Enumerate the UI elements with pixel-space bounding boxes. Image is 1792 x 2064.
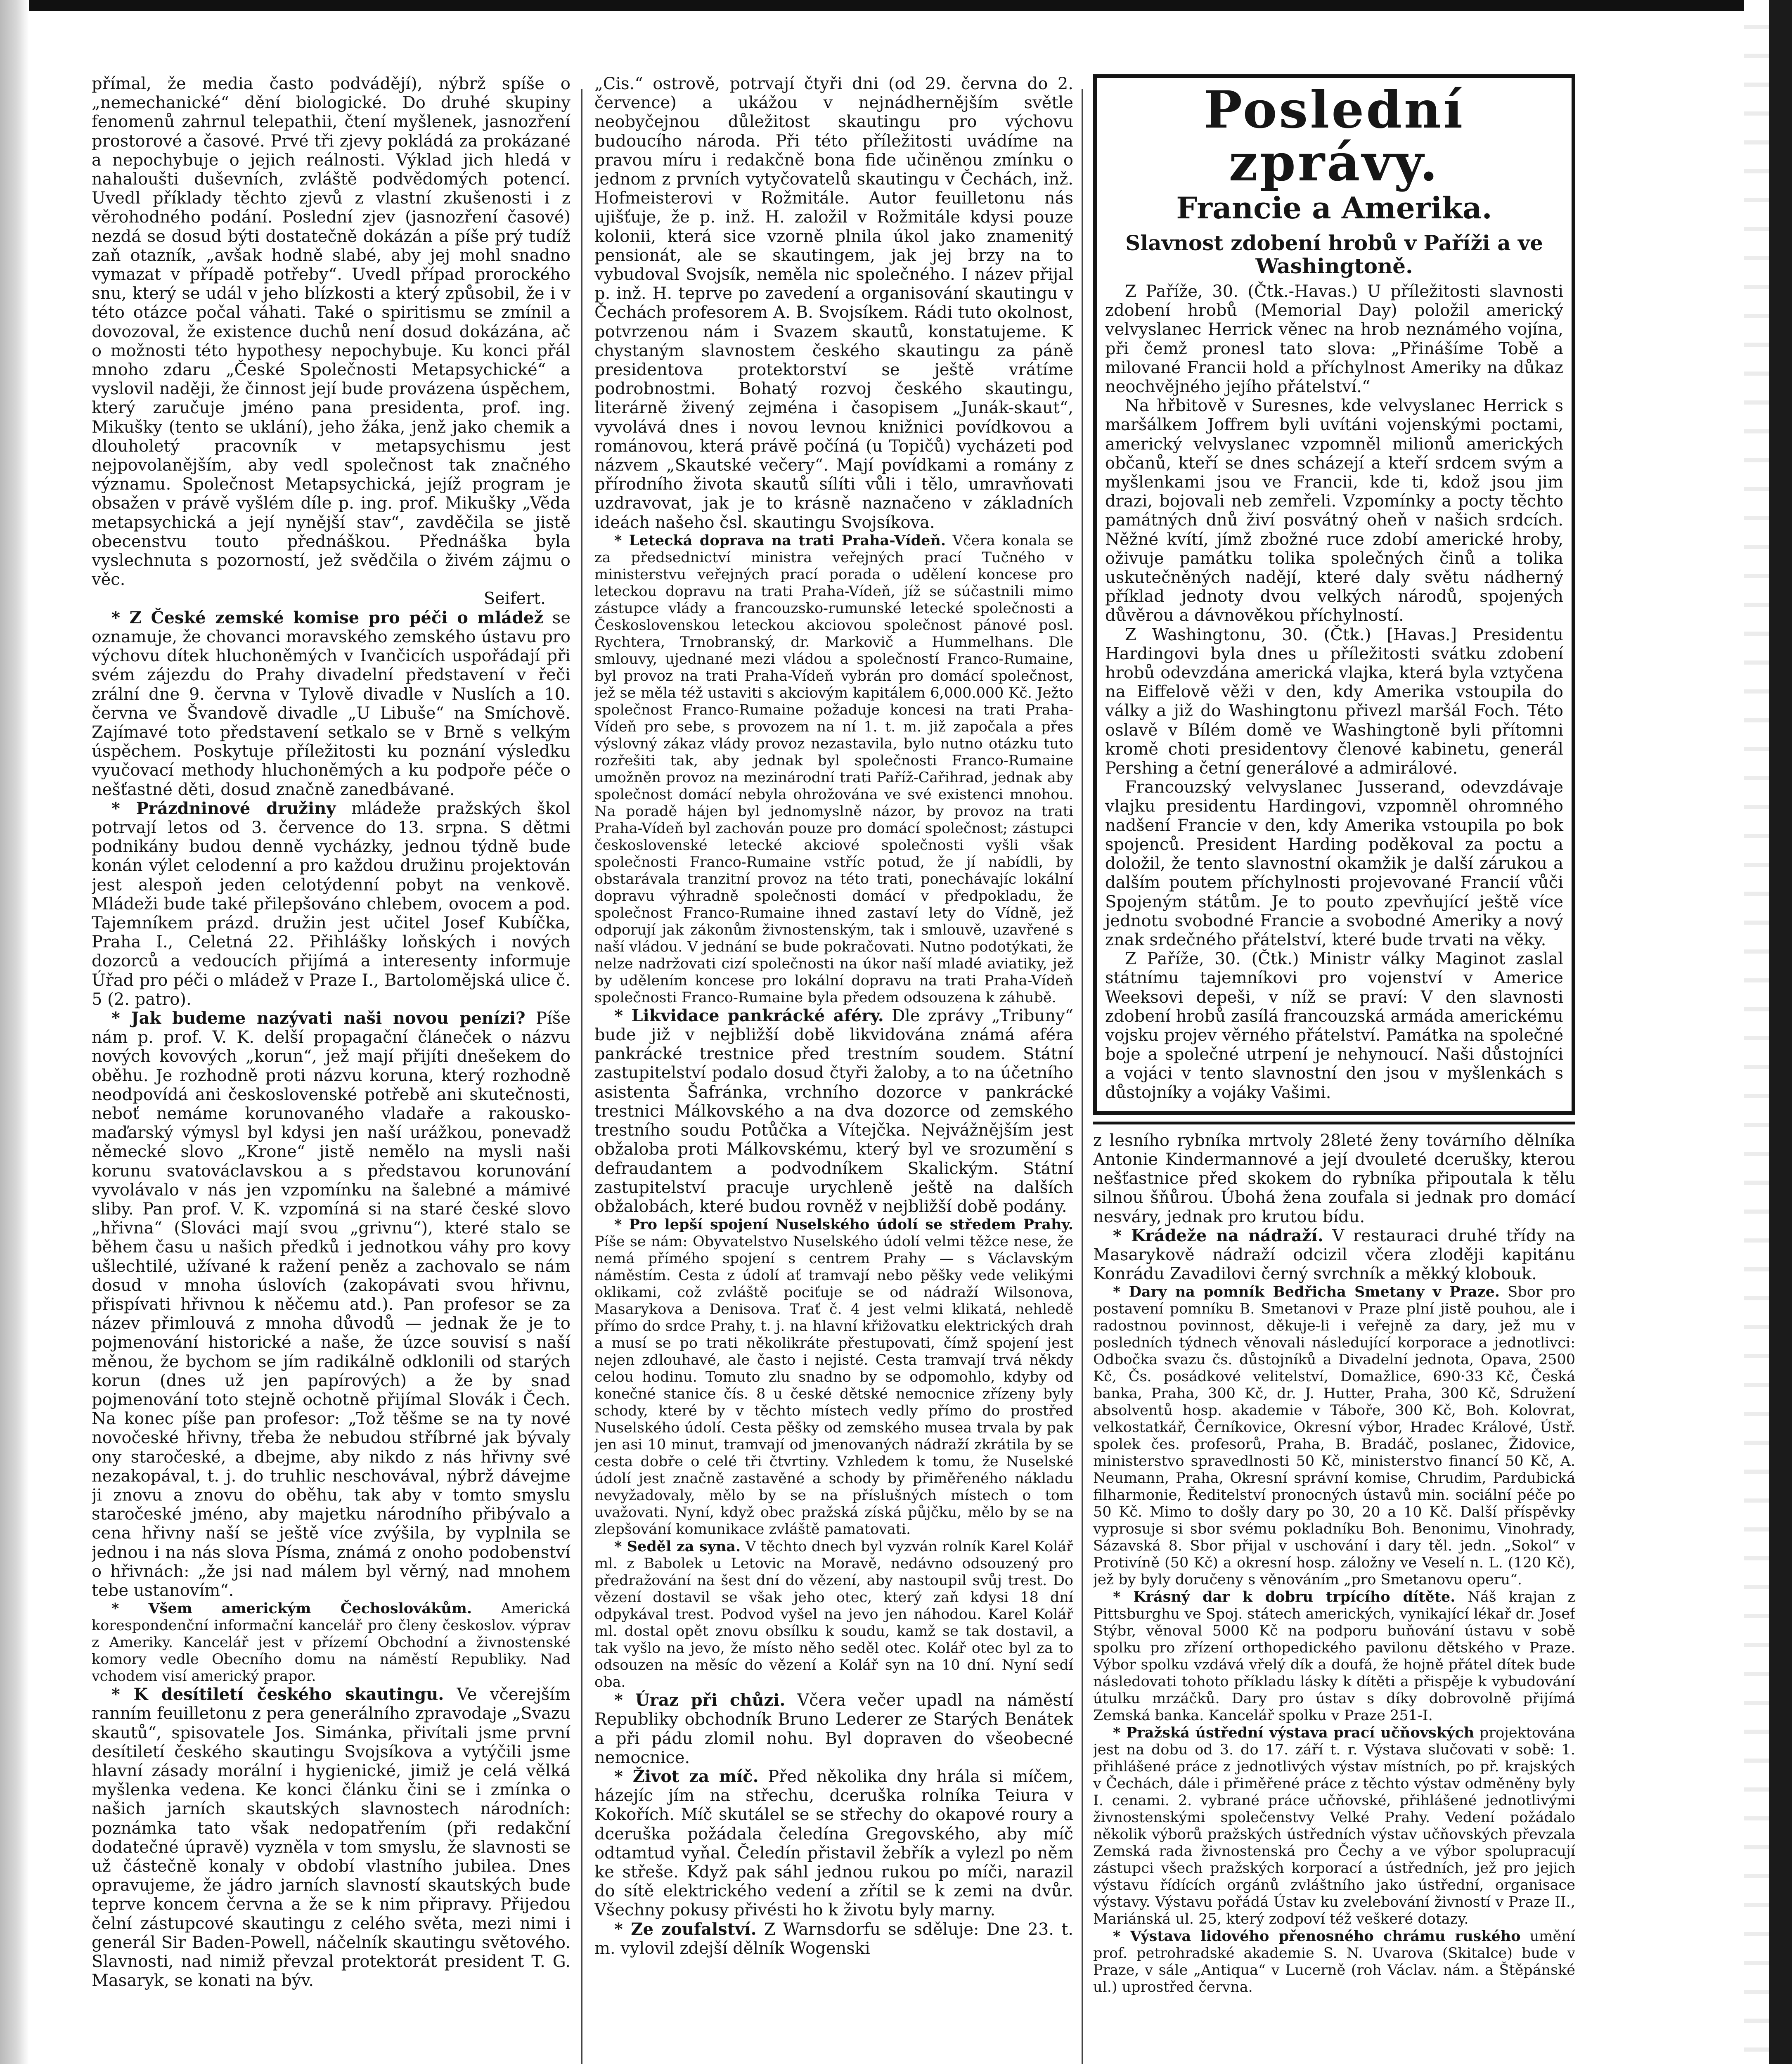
article-item bbox=[594, 1538, 1073, 1691]
scan-left-margin bbox=[0, 0, 29, 2064]
article-text: Na hřbitově v Suresnes, kde velvyslanec Herrick s maršálkem Joffrem byli uvítáni vojenskými poctami, americký velvyslanec vzpomněl milionů amerických občanů, kteří se dnes scházejí a kteří srdcem svým a myšlenkami jsou ve Francii, kde ti, kdož jsou jim drazi, bojovali neb zemřeli. Vzpomínky a pocty těchto památných dnů živí posvátný oheň v našich srdcích. Něžné kvítí, jímž zbožné ruce zdobí americké hroby, oživuje památku tolika společných činů a tolika uskutečněných nadějí, které daly světu nádherný příklad jednoty dvou velkých národů, spojených důvěrou a dávnověkou příchylností. bbox=[1105, 396, 1563, 625]
article-text: projektována jest na dobu od 3. do 17. září t. r. Výstava slučovati v sobě: 1. přihlášené práce z jednotlivých výstav místních, po př. krajských v Čechách, dále i přiměřené práce z těchto výstav odměněny byly I. cenami. 2. vybrané práce učňovské, přihlášené jednotlivými živnostenskými společenstvy Velké Prahy. Vedení požádalo několik výborů pražských ústředních výstav učňovských převzala Zemská rada živnostenská pro Čechy a ve výbor spolupracují zástupci všech pražských korporací a ústředních, jež pro jejich výstavu řídících orgánů zvláštního jako ústřední, organisace výstavy. Výstavu pořádá Ústav ku zvelebování živností v Praze II., Mariánská ul. 25, který zodpoví též veškeré dotazy. bbox=[1093, 1725, 1575, 1928]
latest-news-headline: Slavnost zdobení hrobů v Paříži a ve Washingtoně. bbox=[1125, 231, 1543, 278]
section-divider bbox=[1093, 1122, 1575, 1124]
scan-top-border bbox=[0, 0, 1792, 11]
article-item bbox=[1093, 1588, 1575, 1724]
article-text: umění prof. petrohradské akademie S. N. Uvarova (Skitalce) bude v Praze, v sále „Antiqua“ v Lucerně (roh Václav. nám. a Štěpánské ul.) uprostřed června. bbox=[1093, 1928, 1575, 1996]
article-text: Dle zprávy „Tribuny“ bude již v nejbližší době likvidována známá aféra pankrácké trestnice před trestním soudem. Státní zastupitelství podalo dosud čtyři žaloby, a to na účetního asistenta Šafránka, vrchního dozorce v pankrácké trestnici Málkovského a na dva dozorce od zemského trestního soudu Potůčka a Vítejčka. Nejvážnějším jest obžaloba proti Málkovskému, který byl ve srozumění s defraudantem a podvodníkem Skalickým. Státní zastupitelství pracuje urychleně ještě na dalších obžalobách, které budou rovněž v nejbližší době podány. bbox=[594, 1006, 1073, 1216]
article-text: Z Warnsdorfu se sděluje: Dne 23. t. m. vylovil zdejší dělník Wogenski bbox=[594, 1920, 1073, 1958]
article-item bbox=[594, 532, 1073, 1006]
column-middle bbox=[594, 74, 1073, 2064]
article-heading: * Z České zemské komise pro péči o mládež bbox=[111, 608, 544, 627]
article-item bbox=[594, 1216, 1073, 1538]
article-text: Americká korespondenční informační kancelář pro členy českoslov. výprav z Ameriky. Kancelář jest v přízemí Obchodní a živnostenské komory vedle Obecního domu na náměstí Republiky. Nad vchodem visí americký prapor. bbox=[92, 1600, 571, 1685]
article-text: Z Paříže, 30. (Čtk.-Havas.) U příležitosti slavnosti zdobení hrobů (Memorial Day) položil americký velvyslanec Herrick věnec na hrob neznámého vojína, při čemž pronesl tato slova: „Přinášíme Tobě a milované Francii hold a příchylnost Ameriky na důkaz neochvějného jejího přátelství.“ bbox=[1105, 282, 1563, 397]
article-item bbox=[92, 1685, 571, 1990]
column-rule bbox=[1082, 89, 1083, 2064]
article-heading: * Výstava lidového přenosného chrámu ruského bbox=[1113, 1928, 1521, 1945]
article-text: mládeže pražských škol potrvají letos od 3. července do 13. srpna. S dětmi podnikány budou denně vycházky, jednou týdně bude konán výlet celodenní a pro každou družinu projektován jest alespoň jeden celotýdenní pobyt na venkově. Mládeži bude také přilepšováno chlebem, ovocem a pod. Tajemníkem prázd. družin jest učitel Josef Kubíčka, Praha I., Celetná 22. Přihlášky loňských i nových dozorců a vedoucích přijímá a interesenty informuje Úřad pro péči o mládež v Praze I., Bartolomějská ulice č. 5 (2. patro). bbox=[92, 799, 571, 1009]
article-text: Z Washingtonu, 30. (Čtk.) [Havas.] Presidentu Hardingovi byla dnes u příležitosti svátku zdobení hrobů odevzdána americká vlajka, která byla vztyčena na Eiffelově věži v den, kdy Amerika vstoupila do války a již do Washingtonu přivezl maršál Foch. Této oslavě v Bílém domě ve Washingtoně byli přítomni kromě choti presidentovy členové kabinetu, generál Pershing a četní generálové a admirálové. bbox=[1105, 625, 1563, 778]
article-text: Včera konala se za předsednictví ministra veřejných prací Tučného v ministerstvu veřejných prací porada o udělení koncese pro leteckou dopravu na trati Praha-Vídeň, jíž se súčastnili mimo zástupce vlády a francouzsko-rumunské letecké společnosti a Československou leteckou akciovou společnost pánové posl. Rychtera, Trnobranský, dr. Markovič a Hummelhans. Dle smlouvy, ujednané mezi vládou a společností Franco-Rumaine, byl provoz na trati Praha-Vídeň vybrán pro domácí společnost, jež se měla též ustaviti s akciovým kapitálem 6,000.000 Kč. Ježto společnost Franco-Rumaine požaduje koncesi na trati Praha-Vídeň pro sebe, s provozem na ní 1. t. m. již započala a přes výslovný zákaz vlády provoz nezastavila, bylo nutno otázku tuto rozřešiti tak, aby jednak byl společnosti Franco-Rumaine umožněn provoz na mezinárodní trati Paříž-Cařihrad, jednak aby společnost domácí nebyla ohrožována ve své existenci mnohou. Na poradě hájen byl jednomyslně názor, by provoz na trati Praha-Vídeň byl zachován pouze pro domácí společnost; zástupci československé letecké akciové společnosti vyšli však společnosti Franco-Rumaine vstříc potud, že jí nabídli, by obstarávala tranzitní provoz na této trati, ponechávajíc lokální dopravu výhradně společnosti domácí v předpokladu, že společnost Franco-Rumaine ihned zastaví lety do Vídně, jež odporují jak zákonům živnostenským, tak i smlouvě, uzavřené s naší vládou. V jednání se bude pokračovati. Nutno podotýkati, že nelze nadržovati cizí společnosti na úkor naší mladé aviatiky, jež by udělením koncese pro lokální dopravu na trati Praha-Vídeň společnosti Franco-Rumaine byla předem odsouzena k záhubě. bbox=[594, 532, 1073, 1006]
article-heading: * Všem americkým Čechoslovákům. bbox=[111, 1600, 472, 1617]
article-heading: * Úraz při chůzi. bbox=[614, 1690, 786, 1710]
column-right bbox=[1093, 74, 1575, 2064]
latest-news-box bbox=[1093, 74, 1575, 1115]
article-text: Píše se nám: Obyvatelstvo Nuselského údolí velmi těžce nese, že nemá přímého spojení s centrem Prahy — s Václavským náměstím. Cesta z údolí ať tramvají nebo pěšky vede velikými oklikami, což zvláště pociťuje se od nádraží Wilsonova, Masarykova a Denisova. Trať č. 4 jest velmi klikatá, nehledě přímo do srdce Prahy, t. j. na hlavní křižovatku elektrických drah a musí se po trati několikráte přestupovati, čímž spojení jest nejen zdlouhavé, ale často i nejisté. Cesta tramvají trvá někdy celou hodinu. Tomuto zlu snadno by se odpomohlo, kdyby od konečné stanice čís. 8 u české dětské nemocnice zřízeny byly schody, které by v těchto místech vedly přímo do prostřed Nuselského údolí. Cesta pěšky od zemského musea trvala by pak jen asi 10 minut, tramvají od jmenovaných nádraží zkrátila by se cesta dobře o celé tři čtvrtiny. Vzhledem k tomu, že Nuselské údolí jest značně zastavěné a schody by přiměřeného nákladu nevyžadovaly, mělo by se na příslušných místech o tom uvažovati. Nyní, když obec pražská získá půjčku, mělo by se na zlepšování komunikace zvláště pamatovati. bbox=[594, 1233, 1073, 1538]
article-item bbox=[92, 1009, 571, 1600]
article-text: z lesního rybníka mrtvoly 28leté ženy továrního dělníka Antonie Kindermannové a její dvouleté dcerušky, kterou nešťastnice před skokem do rybníka připoutala k tělu silnou šňůrou. Úbohá žena zoufala si jednak pro domácí nesváry, jednak pro krutou bídu. bbox=[1093, 1131, 1575, 1226]
article-heading: * Dary na pomník Bedřicha Smetany v Praze. bbox=[1113, 1283, 1500, 1301]
article-text: Před několika dny hrála si míčem, házejíc jím na střechu, dceruška rolníka Teiura v Kokořích. Míč skutálel se se střechy do okapové roury a dceruška požádala čeledína Gregovského, aby míč odtamtud vyňal. Čeledín přistavil žebřík a vylezl po něm ke střeše. Když pak sáhl jednou rukou po míči, narazil do sítě elektrického vedení a zřítil se k zemi na dvůr. Všechny pokusy přivésti ho k životu byly marny. bbox=[594, 1767, 1073, 1920]
article-heading: * Život za míč. bbox=[614, 1766, 759, 1786]
article-item bbox=[594, 1767, 1073, 1920]
latest-news-subtitle: Francie a Amerika. bbox=[1176, 190, 1492, 225]
article-text: Náš krajan z Pittsburghu ve Spoj. státech amerických, vynikající lékař dr. Josef Stýbr, věnoval 5000 Kč na podporu buňování ústavu v sobě spolku pro zřízení orthopedického pavilonu dětského v Praze. Výbor spolku vzdává vřelý dík a doufá, že hojně přátel dítek bude následovati tohoto příkladu lásky k dítěti a přispěje k vybudování útulku mrzáčků. Dary pro ústav s díky dobrovolně přijímá Zemská banka. Kancelář spolku v Praze 251-I. bbox=[1093, 1589, 1575, 1724]
article-item bbox=[92, 799, 571, 1009]
article-heading: * Pražská ústřední výstava prací učňovských bbox=[1113, 1724, 1475, 1742]
article-item bbox=[1093, 1283, 1575, 1588]
article-heading: * Ze zoufalství. bbox=[614, 1919, 757, 1939]
article-text: Ve včerejším ranním feuilletonu z pera generálního zpravodaje „Svazu skautů“, spisovatele Jos. Simánka, přivítali jsme první desítiletí českého skautingu Svojsíkova a vytýčili jsme hlavní zásady morální i hygienické, jimiž je celá vělká myšlenka vedena. Ke konci článku čini se i zmínka o našich jarních skautských slavnostech národních: poznámka tato však nedopatřením (při redakční dodatečné úpravě) vyzněla v tom smyslu, že slavnosti se už částečně konaly v období vlastního jubilea. Dnes opravujeme, že jádro jarních slavností skautských bude teprve koncem června a že se k nim připravy. Přijedou čelní zástupcové skautingu z celého světa, mezi nimi i generál Sir Baden-Powell, náčelník skautingu světového. Slavnosti, nad nimiž převzal protektorát president T. G. Masaryk, se konati na býv. bbox=[92, 1685, 571, 1991]
article-text: „Cis.“ ostrově, potrvají čtyři dni (od 29. června do 2. července) a ukážou v nejnádhernějším světle neobyčejnou důležitost skautingu pro výchovu budoucího národa. Při této příležitosti uvádíme na pravou míru i redakčně bona fide učiněnou zmínku o jednom z prvních vytyčovatelů skautingu v Čechách, inž. Hofmeisterovi v Rožmitále. Autor feuilletonu nás ujišťuje, že p. inž. H. založil v Rožmitále kdysi pouze kolonii, která sice vzorně plnila úkol jako znamenitý pensionát, ale se skautingem, jak jej brzy na to vybudoval Svojsík, neměla nic společného. I název přijal p. inž. H. teprve po zavedení a organisování skautingu v Čechách profesorem A. B. Svojsíkem. Rádi tuto okolnost, potvrzenou nám i Svazem skautů, konstatujeme. K chystaným slavnostem českého skautingu za páně presidentova protektorství se ještě vrátíme podrobnostmi. Bohatý rozvoj českého skautingu, literárně živený zejména i časopisem „Junák-skaut“, vyvolává dnes i novou levnou knižnici povídkovou a románovou, která právě počíná (u Topičů) vycházeti pod názvem „Skautské večery“. Mají povídkami a romány z přírodního života skautů sílíti vůli i tělo, umravňovati uzdravovat, jak je to krásně naznačeno v základních ideách našeho čsl. skautingu Svojsíkova. bbox=[594, 74, 1073, 532]
article-text: Francouzský velvyslanec Jusserand, odevzdávaje vlajku presidentu Hardingovi, vzpomněl ohromného nadšení Francie v den, kdy Amerika vstoupila po bok spojenců. President Harding poděkoval za poctu a doložil, že tento slavnostní okamžik je další zárukou a dalším poutem příchylnosti projevované Francií vůči Spojeným státům. Je to pouto zpevňující ještě více jednotu svobodné Francie a svobodné Ameriky a nový znak srdečného přátelství, které bude trvati na věky. bbox=[1105, 778, 1563, 949]
article-item bbox=[594, 1006, 1073, 1216]
article-heading: * Likvidace pankrácké aféry. bbox=[614, 1006, 884, 1025]
scan-right-border bbox=[1769, 0, 1792, 2064]
scan-right-margin bbox=[1744, 0, 1769, 2064]
article-text: Píše nám p. prof. V. K. delší propagační článeček o názvu nových kovových „korun“, jež mají přijíti dnešekem do oběhu. Je rozhodně proti názvu koruna, který rozhodně neodpovídá ani československé potřebě ani skutečnosti, neboť nemáme korunovaného vladaře a rakousko-maďarský výmysl byl kdysi jen naší urážkou, ponevadž německé slovo „Krone“ jistě nemělo na mysli naši korunu svatováclavskou a s představou korunování vyvolávalo v nás jen vzpomínku na šalebné a mámivé sliby. Pan prof. V. K. vzpomíná si na staré české slovo „hřivna“ (Slováci mají svou „grivnu“), které stalo se během času u našich předků i jednotkou váhy pro kovy ušlechtilé, užívané k ražení peněz a zachovalo se nám dosud v mnoha úslovích (zakopávati svou hřivnu, přispívati hřivnou k něčemu atd.). Pan profesor se za název přimlouvá z mnoha důvodů — jednak že je to pojmenování historické a naše, že úzce souvisí s naší měnou, že bychom se jím radikálně odklonili od starých korun (dnes už jen papírových) a že by snad pojmenování toto stejně ochotně přijímal Slovák i Čech. Na konec píše pan profesor: „Tož těšme se na ty nové novočeské hřivny, třeba že nebudou stříbrné jak bývaly ony staročeské, a dbejme, aby nikdo z nás hřivny své nezakopával, t. j. do truhlic neschovával, nýbrž dávejme ji znovu a znovu do oběhu, tak aby v tomto smyslu staročeské jméno, aby majetku národního přibývalo a cena hřivny naší se ještě více zvýšila, by vyplnila se jednou i na nás slova Písma, známá z onoho podobenství o hřivnách: „že jsi nad málem byl věrný, nad mnohem tebe ustanovím“. bbox=[92, 1008, 571, 1600]
article-heading: * Pro lepší spojení Nuselského údolí se středem Prahy. bbox=[614, 1216, 1073, 1233]
article-text: se oznamuje, že chovanci moravského zemského ústavu pro výchovu dítek hluchoněmých v Ivančicích uspořádají při svém zájezdu do Prahy divadelní představení v řeči zrální dne 9. června v Tylově divadle v Nuslích a 10. června ve Švandově divadle „U Libuše“ na Smíchově. Zajímavé toto představení setkalo se v Brně s velkým úspěchem. Poskytuje příležitosti ku poznání výsledku vyučovací methody hluchoněmých a ku podpoře péče o nešťastné děti, dosud značně zanedbávané. bbox=[92, 608, 571, 799]
article-heading: * Letecká doprava na trati Praha-Vídeň. bbox=[614, 532, 946, 549]
article-text: Z Paříže, 30. (Čtk.) Ministr války Maginot zaslal státnímu tajemníkovi pro vojenství v Americe Weeksovi depeši, v níž se praví: V den slavnosti zdobení hrobů zasílá francouzská armáda americkému vojsku projev věrného přátelství. Památka na společné boje a společné utrpení je nehynoucí. Naši důstojníci a vojáci v tento slavnostní den jsou v myšlenkách s důstojníky a vojáky Vašimi. bbox=[1105, 949, 1563, 1102]
article-text: V těchto dnech byl vyzván rolník Karel Kolář ml. z Babolek u Letovic na Moravě, nedávno odsouzený pro předražování na šest dní do vězení, aby nastoupil svůj trest. Do vězení dostavil se však jeho otec, který zaň kdysi 18 dní odpykával trest. Podvod vyšel na jevo jen náhodou. Karel Kolář ml. dostal opět znovu obsílku k soudu, kamž se tak dostavil, a tak vyšlo na jevo, že místo něho seděl otec. Kolář otec byl za to odsouzen na měsíc do vězení a Kolář syn na 10 dní. Nyní sedí oba. bbox=[594, 1539, 1073, 1691]
article-heading: * Krádeže na nádraží. bbox=[1113, 1226, 1323, 1245]
article-item bbox=[92, 608, 571, 799]
article-text: Včera večer upadl na náměstí Republiky obchodník Bruno Lederer ze Starých Benátek a při pádu zlomil nohu. Byl dopraven do všeobecné nemocnice. bbox=[594, 1691, 1073, 1767]
latest-news-title: Poslední zprávy. bbox=[1203, 80, 1465, 193]
article-heading: * Prázdninové družiny bbox=[111, 798, 336, 818]
article-text: Sbor pro postavení pomníku B. Smetanovi v Praze plní jistě pouhou, ale i radostnou povinnost, děkuje-li i veřejně za dary, jež mu v posledních týdnech věnovali následující korporace a jednotlivci: Odbočka svazu čs. důstojníků a Divadelní jednota, Opava, 2500 Kč, Čs. posádkové velitelství, Domažlice, 690·33 Kč, Česká banka, Praha, 300 Kč, dr. J. Hutter, Praha, 300 Kč, Sdružení absolventů hosp. akademie v Táboře, 300 Kč, Boh. Kolovrat, velkostatkář, Černíkovice, Okresní výbor, Hradec Králové, Ústř. spolek čes. profesorů, Praha, B. Bradáč, poslanec, Židovice, ministerstvo spravedlnosti 50 Kč, ministerstvo financí 50 Kč, A. Neumann, Praha, Okresní správní komise, Chrudim, Pardubická filharmonie, Ředitelství pronocných ústavů min. sociální péče po 50 Kč. Mimo to došly dary po 30, 20 a 10 Kč. Další příspěvky vyprosuje si sbor svému pokladníku Boh. Benonimu, Vinohrady, Sázavská 8. Sbor přijal v uschování i dary těl. jedn. „Sokol“ v Protivíně (50 Kč) a okresní hosp. záložny ve Veselí n. L. (120 Kč), jež by byly doručeny s věnováním „pro Smetanovu operu“. bbox=[1093, 1284, 1575, 1588]
article-heading: * K desítiletí českého skautingu. bbox=[111, 1685, 444, 1704]
article-heading: * Jak budeme nazývati naši novou penízi? bbox=[111, 1008, 526, 1028]
article-item bbox=[594, 1920, 1073, 1958]
column-rule bbox=[581, 89, 582, 2064]
article-heading: * Seděl za syna. bbox=[614, 1538, 741, 1555]
article-item bbox=[1093, 1724, 1575, 1928]
article-item bbox=[1093, 1928, 1575, 1996]
article-item bbox=[92, 1600, 571, 1685]
article-text: přímal, že media často podvádějí), nýbrž spíše o „nemechanické“ dění biologické. Do druhé skupiny fenomenů zahrnul telepathii, čtení myšlenek, jasnozření prostorové a časové. Prvé tři zjevy pokládá za prokázané a nepochybuje o jejich reálnosti. Výklad jich hledá v nahaloušti duševních, zvláště podvědomých potencí. Uvedl příklady těchto zjevů z vlastní zkušenosti i z věrohodného podání. Poslední zjev (jasnozření časové) nezdá se dosud býti dostatečně dokázán a píše prý tudíž zaň otazník, „avšak hodně slabé, aby jej mohl snadno vymazat v případě potřeby“. Uvedl případ prorockého snu, který se udál v jeho blízkosti a který způsobil, že i v této otázce počal váhati. Také o spiritismu se zmínil a dovozoval, že existence duchů není dosud dokázána, ač o možnosti této hypothesy nepochybuje. Ku konci přál mnoho zdaru „České Společnosti Metapsychické“ a vyslovil naději, že činnost její bude provázena úspěchem, který zaručuje jméno pana presidenta, prof. ing. Mikušky (tento se uklání), jeho žáka, jenž jako chemik a dlouholetý pracovník v metapsychismu jest nejpovolanějším, aby vedl společnost tak značného významu. Společnost Metapsychická, jejíž program je obsažen v právě vyšlém díle p. ing. prof. Mikušky „Věda metapsychická a její nynější stav“, zavděčila se jistě obecenstvu touto přednáškou. Přednáška byla vyslechnuta s pozorností, jež svědčila o živém zájmu o věc. bbox=[92, 74, 571, 589]
article-text: V restauraci druhé třídy na Masarykově nádraží odcizil včera zloději kapitánu Konrádu Zavadilovi černý svrchník a měkký klobouk. bbox=[1093, 1226, 1575, 1284]
article-signature: Seifert. bbox=[483, 589, 546, 608]
article-item bbox=[1093, 1226, 1575, 1284]
article-item bbox=[594, 1691, 1073, 1767]
article-heading: * Krásný dar k dobru trpícího dítěte. bbox=[1113, 1588, 1456, 1606]
column-left bbox=[92, 74, 571, 2064]
